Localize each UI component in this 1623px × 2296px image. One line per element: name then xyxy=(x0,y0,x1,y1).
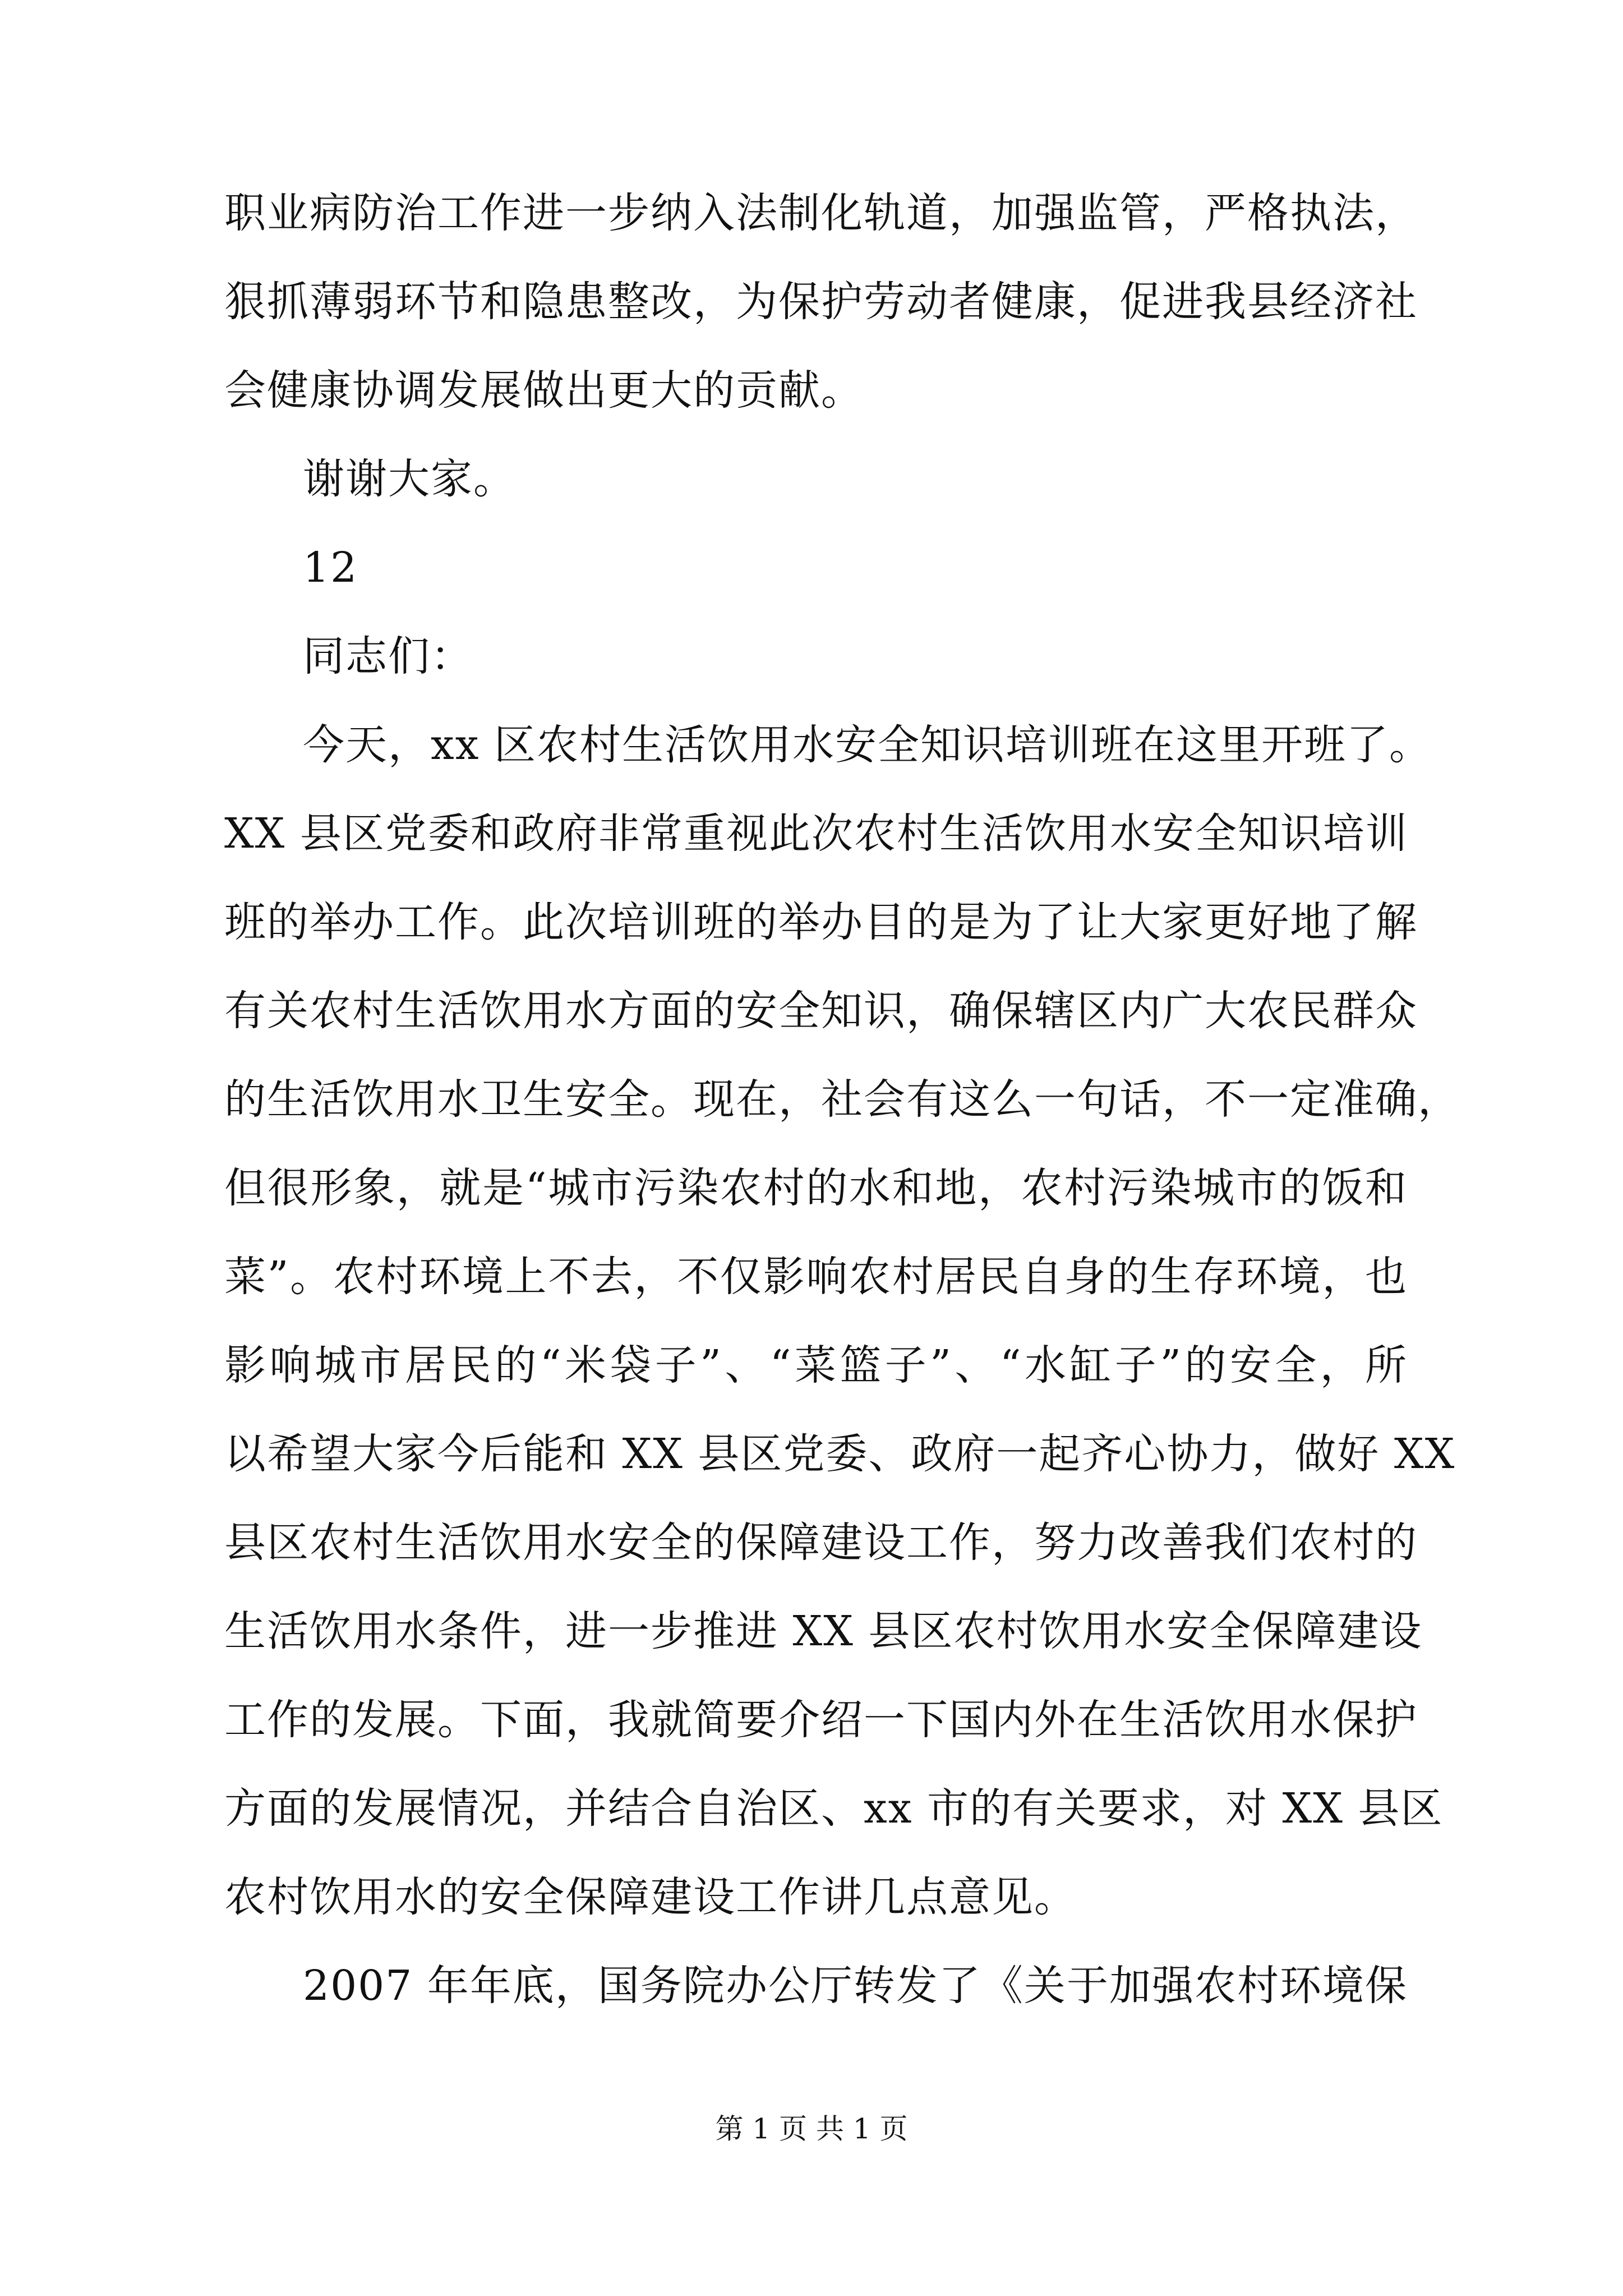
text-line: 2007 年年底，国务院办公厅转发了《关于加强农村环境保 xyxy=(303,1962,1408,2010)
text-line: 职业病防治工作进一步纳入法制化轨道，加强监管，严格执法， xyxy=(224,189,1418,237)
text-line: 菜”。农村环境上不去，不仅影响农村居民自身的生存环境，也 xyxy=(224,1253,1408,1301)
text-line: 方面的发展情况，并结合自治区、xx 市的有关要求，对 XX 县区 xyxy=(224,1784,1444,1833)
text-line: 会健康协调发展做出更大的贡献。 xyxy=(224,366,864,415)
text-line: 的生活饮用水卫生安全。现在，社会有这么一句话，不一定准确， xyxy=(224,1075,1460,1124)
text-line: 但很形象，就是“城市污染农村的水和地，农村污染城市的饭和 xyxy=(224,1164,1408,1212)
text-line: 今天，xx 区农村生活饮用水安全知识培训班在这里开班了。 xyxy=(303,721,1432,769)
text-line: 12 xyxy=(303,544,358,592)
text-line: XX 县区党委和政府非常重视此次农村生活饮用水安全知识培训 xyxy=(224,809,1408,858)
text-line: 县区农村生活饮用水安全的保障建设工作，努力改善我们农村的 xyxy=(224,1519,1418,1567)
text-line: 影响城市居民的“米袋子”、“菜篮子”、“水缸子”的安全，所 xyxy=(224,1341,1408,1389)
text-line: 谢谢大家。 xyxy=(303,455,516,503)
text-line: 农村饮用水的安全保障建设工作讲几点意见。 xyxy=(224,1873,1077,1921)
page-footer: 第 1 页 共 1 页 xyxy=(715,2113,908,2145)
text-line: 狠抓薄弱环节和隐患整改，为保护劳动者健康，促进我县经济社 xyxy=(224,278,1418,326)
text-line: 同志们： xyxy=(303,632,473,680)
text-line: 班的举办工作。此次培训班的举办目的是为了让大家更好地了解 xyxy=(224,898,1418,946)
text-line: 有关农村生活饮用水方面的安全知识，确保辖区内广大农民群众 xyxy=(224,987,1418,1035)
text-line: 工作的发展。下面，我就简要介绍一下国内外在生活饮用水保护 xyxy=(224,1696,1418,1744)
text-line: 生活饮用水条件，进一步推进 XX 县区农村饮用水安全保障建设 xyxy=(224,1607,1423,1655)
text-line: 以希望大家今后能和 XX 县区党委、政府一起齐心协力，做好 XX xyxy=(224,1430,1456,1478)
